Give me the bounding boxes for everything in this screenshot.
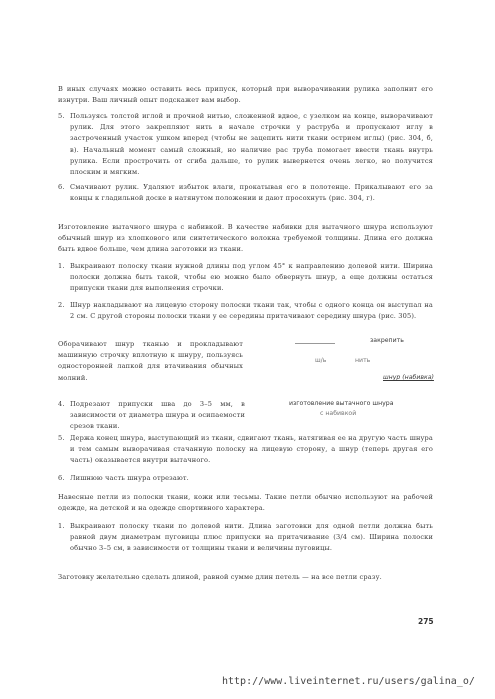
- figure-label-secure: закрепить: [370, 337, 404, 344]
- strip-line: [295, 343, 335, 344]
- figure-label-cord: шнур (набивка): [383, 374, 434, 381]
- step-number: 6.: [58, 183, 65, 191]
- step-text: Держа конец шнура, выступающий из ткани, сдвигают ткань, натягивая ее на другую часть шнура и тем самым выворачивая стачанную полоску на лицевую сторону, а шнур (теперь другая его часть) оказывается внутри вытачного.: [70, 434, 433, 465]
- figure-label-small: ш/ь: [315, 357, 327, 364]
- page-number: 275: [418, 617, 434, 626]
- figure-caption-sub: с набивкой: [320, 410, 357, 417]
- step-number: 1.: [58, 522, 65, 530]
- step-text: Лишнюю часть шнура отрезают.: [70, 474, 189, 482]
- step-text: Шнур накладывают на лицевую сторону полоски ткани так, чтобы с одного конца он выступал на 2 см. С другой стороны полоски ткани у ее середины притачивают середину шнура (рис. 305).: [70, 301, 433, 321]
- intro-paragraph: В иных случаях можно оставить весь припуск, который при выворачивании рулика заполнит его изнутри. Ваш личный опыт подскажет вам выбор.: [58, 85, 433, 105]
- step-number: 2.: [58, 301, 65, 309]
- step-number: 5.: [58, 434, 65, 442]
- closing-paragraph: Заготовку желательно сделать длиной, равной сумме длин петель — на все петли сразу.: [58, 573, 382, 581]
- step-text: Пользуясь толстой иглой и прочной нитью, сложенной вдвое, с узелком на конце, выворачивают рулик. Для этого закрепляют нить в начале строчки у раструба и пропускают иглу в застроченный участок ушком вперед (чтобы не зацепить нити ткани острием иглы) (рис. 304, б, в). Начальный момент самый сложный, но наличие рас труба помогает ввести ткань внутрь рулика. Если прострочить от сгиба дальше, то рулик вывернется очень легко, но получится плоским и мягким.: [70, 112, 433, 177]
- step-text: Смачивают рулик. Удаляют избыток влаги, прокатывая его в полотенце. Прикалывают его за концы к гладильной доске в натянутом положении и дают просохнуть (рис. 304, г).: [70, 183, 433, 203]
- step-text: Выкраивают полоску ткани нужной длины под углом 45° к направлению долевой нити. Ширина полоски должна быть такой, чтобы ею можно было обвернуть шнур, а еще должны остаться припуски ткани для выполнения строчки.: [70, 262, 433, 293]
- step-number: 4.: [58, 400, 65, 408]
- figure-label-small: нить: [355, 357, 371, 364]
- loops-intro-paragraph: Навесные петли из полоски ткани, кожи или тесьмы. Такие петли обычно используют на рабочей одежде, на детской и на одежде спортивного характера.: [58, 493, 433, 513]
- step-text: Подрезают припуски швa до 3–5 мм, в зависимости от диаметра шнура и осипаемости срезов ткани.: [70, 400, 245, 431]
- watermark-url: http://www.liveinternet.ru/users/galina_o/: [222, 676, 475, 687]
- piping-intro-paragraph: Изготовление вытачного шнура с набивкой. В качестве набивки для вытачного шнура используют обычный шнур из хлопкового или синтетического волокна требуемой толщины. Длина его должна быть вдвое больше, чем длина заготовки из ткани.: [58, 223, 433, 254]
- figure-caption-title: изготовление вытачного шнура: [289, 400, 394, 407]
- step-number: 5.: [58, 112, 65, 120]
- step-number: 1.: [58, 262, 65, 270]
- step-text: Выкраивают полоску ткани по долевой нити. Длина заготовки для одной петли должна быть равной двум диаметрам пуговицы плюс припуски на притачивание (3/4 см). Ширина полоски обычно 3–5 см, в зависимости от толщины ткани и величины пуговицы.: [70, 522, 433, 553]
- step-number: 6.: [58, 474, 65, 482]
- step-text: Оборачивают шнур тканью и прокладывают машинную строчку вплотную к шнуру, пользуясь односторонней лапкой для втачивания обычных молний.: [58, 340, 243, 382]
